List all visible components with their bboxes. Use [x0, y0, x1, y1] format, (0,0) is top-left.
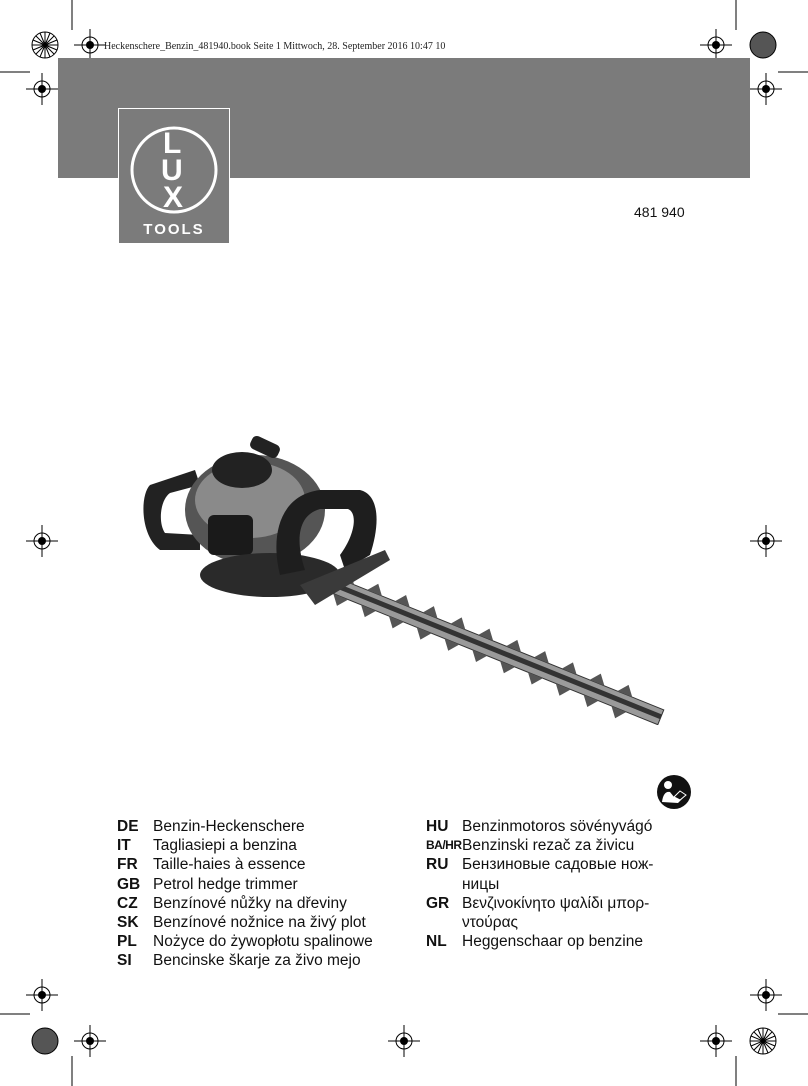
language-title: Βενζινοκίνητο ψαλίδι μπορ- [462, 894, 650, 912]
language-item [117, 913, 373, 932]
language-item [117, 875, 373, 894]
language-item [117, 932, 373, 951]
language-code: SI [117, 952, 132, 970]
registration-mark-icon [26, 525, 58, 557]
lux-logo-mark [119, 109, 231, 219]
language-code [426, 913, 462, 932]
language-title: Tagliasiepi a benzina [153, 837, 297, 855]
language-item [426, 855, 653, 874]
color-target-icon [750, 1028, 776, 1054]
language-code: FR [117, 856, 138, 874]
registration-mark-icon [74, 29, 106, 61]
density-patch-icon [750, 32, 776, 58]
registration-mark-icon [700, 29, 732, 61]
language-code: PL [117, 933, 137, 951]
language-title: Taille-haies à essence [153, 856, 306, 874]
language-code: BA/HR [426, 838, 462, 853]
language-title: Benzínové nožnice na živý plot [153, 914, 366, 932]
logo-letter-u: U [161, 154, 183, 187]
language-item [426, 894, 653, 913]
language-title: ницы [462, 875, 500, 893]
logo-letter-l: L [163, 127, 182, 160]
language-code [426, 875, 462, 894]
language-item [426, 913, 653, 932]
language-title: Heggenschaar op benzine [462, 933, 643, 951]
brand-logo [118, 108, 230, 244]
language-item [426, 836, 653, 855]
language-code: SK [117, 914, 139, 932]
language-title: Benzin-Heckenschere [153, 818, 305, 835]
language-item [117, 836, 373, 855]
registration-mark-icon [26, 979, 58, 1011]
color-target-icon [32, 32, 58, 58]
language-code: RU [426, 856, 449, 874]
registration-mark-icon [388, 1025, 420, 1057]
logo-tools-label: TOOLS [143, 221, 205, 238]
language-item [117, 894, 373, 913]
language-title: Benzínové nůžky na dřeviny [153, 894, 347, 912]
language-title: Bencinske škarje za živo mejo [153, 952, 361, 970]
model-number: 481 940 [634, 204, 685, 220]
language-title: Nożyce do żywopłotu spalinowe [153, 933, 373, 951]
language-title: Benzinmotoros sövényvágó [462, 818, 653, 835]
language-item [426, 817, 653, 836]
density-patch-icon [32, 1028, 58, 1054]
language-code: GB [117, 875, 141, 893]
language-item [117, 951, 373, 970]
logo-letter-x: X [163, 181, 184, 214]
registration-mark-icon [26, 73, 58, 105]
language-item [426, 875, 653, 894]
language-item [426, 932, 653, 951]
language-title: Бензиновые садовые нож- [462, 856, 654, 874]
language-list-left [117, 817, 373, 971]
cutting-blade [320, 566, 667, 725]
language-code: DE [117, 818, 139, 835]
registration-mark-icon [750, 73, 782, 105]
language-item [117, 817, 373, 836]
language-title: ντούρας [462, 914, 518, 932]
book-info-line: Heckenschere_Benzin_481940.book Seite 1 Mittwoch, 28. September 2016 10:47 10 [104, 41, 446, 52]
language-code: NL [426, 933, 447, 951]
hedge-trimmer-image [130, 425, 690, 725]
language-list-right [426, 817, 653, 951]
language-title: Benzinski rezač za živicu [462, 837, 635, 855]
language-code: IT [117, 837, 131, 855]
language-code: GR [426, 894, 450, 912]
language-item [117, 855, 373, 874]
registration-mark-icon [750, 979, 782, 1011]
registration-mark-icon [700, 1025, 732, 1057]
language-code: CZ [117, 894, 138, 912]
language-code: HU [426, 818, 449, 835]
registration-mark-icon [74, 1025, 106, 1057]
language-title: Petrol hedge trimmer [153, 875, 298, 893]
read-manual-icon [656, 774, 692, 810]
registration-mark-icon [750, 525, 782, 557]
